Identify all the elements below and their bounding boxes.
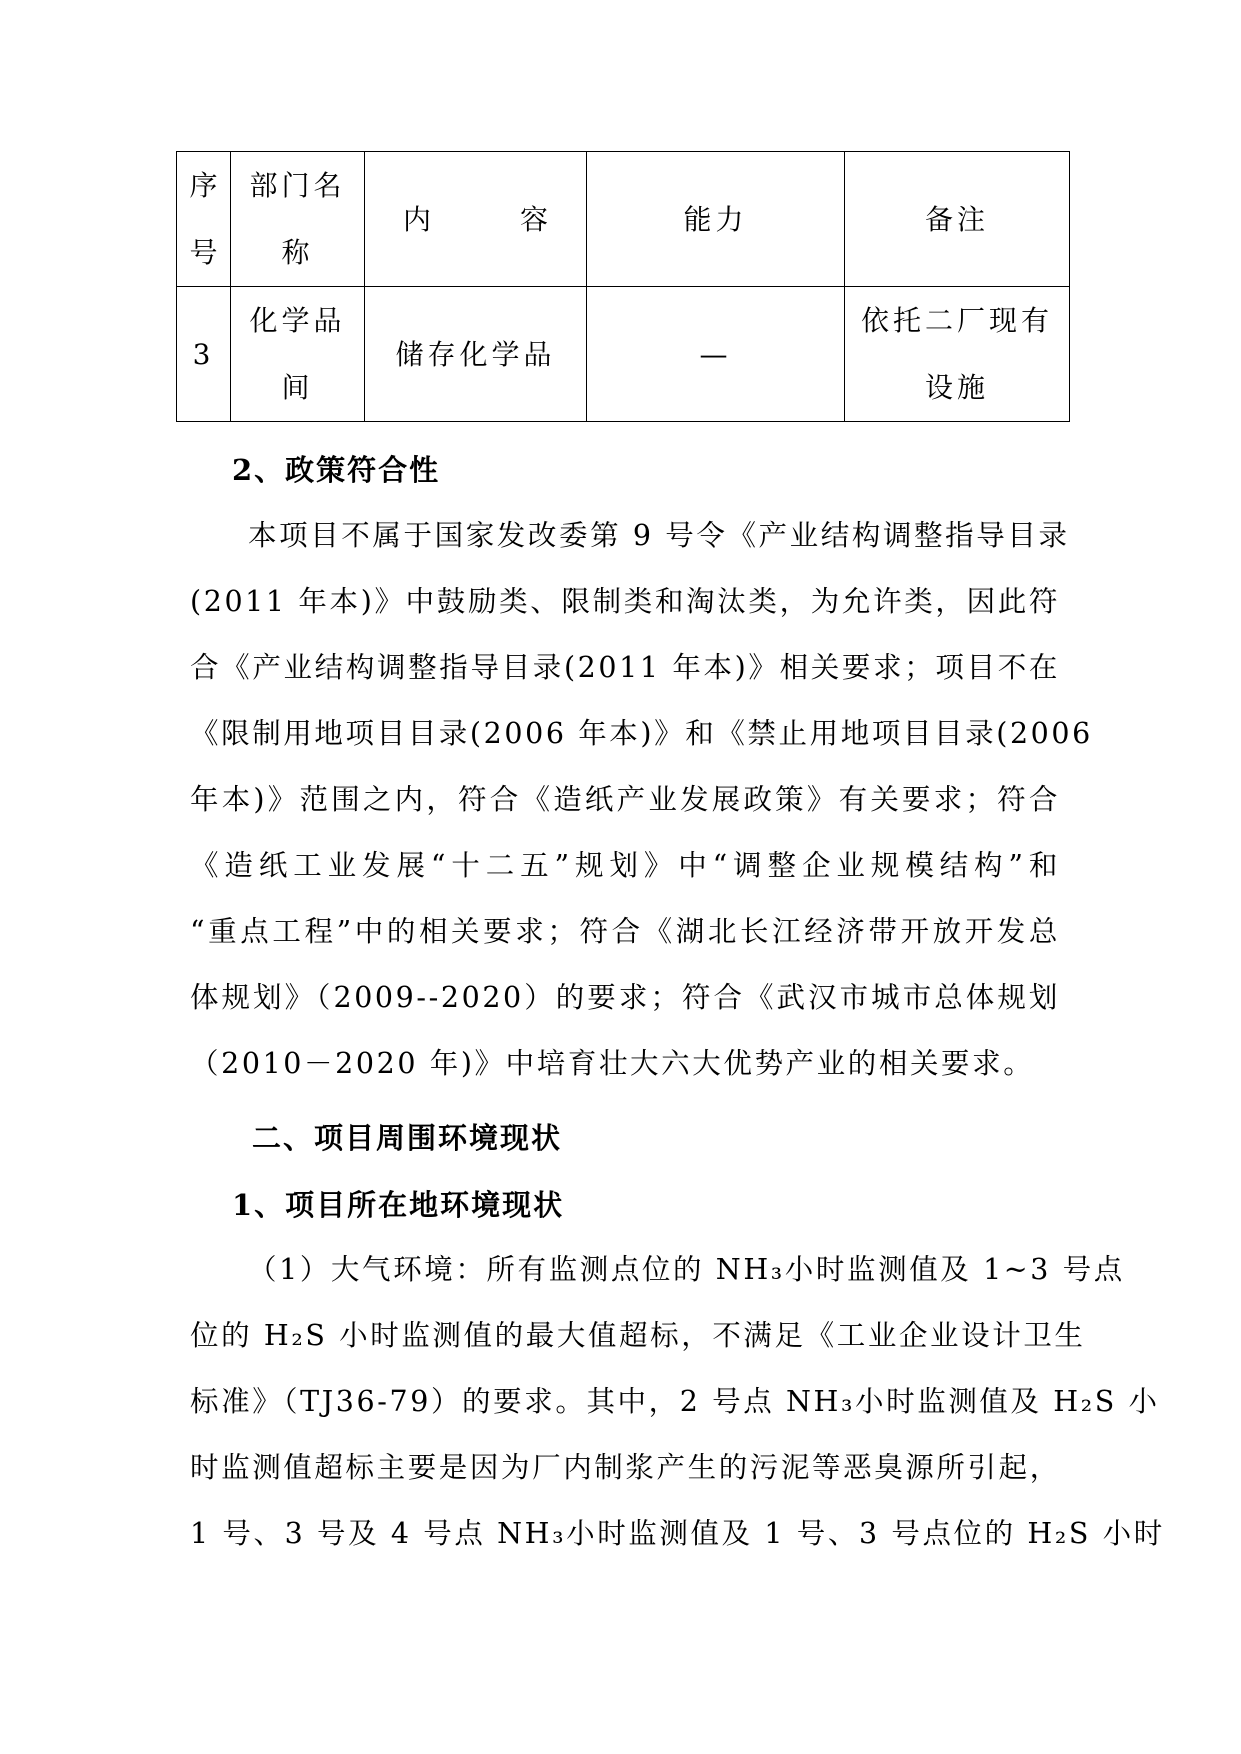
paragraph-line: 《限制用地项目目录(2006 年本)》和《禁止用地项目目录(2006 [190,717,1093,750]
paragraph-line: 时监测值超标主要是因为厂内制浆产生的污泥等恶臭源所引起， [190,1451,1061,1484]
paragraph-line: 《造纸工业发展“十二五”规划》中“调整企业规模结构”和 [190,849,1060,882]
paragraph-line: 标准》（TJ36-79）的要求。其中，2 号点 NH₃小时监测值及 H₂S 小 [190,1385,1160,1418]
cell-content: 储存化学品 [365,287,587,422]
paragraph-line: （1）大气环境：所有监测点位的 NH₃小时监测值及 1~3 号点 [248,1253,1125,1286]
cell-remark: 依托二厂现有 设施 [845,287,1070,422]
paragraph-line: “重点工程”中的相关要求；符合《湖北长江经济带开放开发总 [190,915,1060,948]
paragraph-line: 体规划》（2009--2020）的要求；符合《武汉市城市总体规划 [190,981,1060,1014]
paragraph-line: 本项目不属于国家发改委第 9 号令《产业结构调整指导目录 [248,519,1070,552]
paragraph-line: 年本)》范围之内，符合《造纸产业发展政策》有关要求；符合 [190,783,1060,816]
paragraph-line: 1 号、3 号及 4 号点 NH₃小时监测值及 1 号、3 号点位的 H₂S 小时 [190,1517,1165,1550]
header-dept: 部门名 称 [231,152,365,287]
paragraph-line: (2011 年本)》中鼓励类、限制类和淘汰类，为允许类，因此符 [190,585,1060,618]
paragraph-line: （2010－2020 年)》中培育壮大六大优势产业的相关要求。 [190,1047,1035,1080]
table-header-row [177,152,1070,287]
environment-paragraph [190,1237,1165,1567]
header-content: 内 容 [365,152,587,287]
cell-no: 3 [177,287,231,422]
policy-paragraph [190,503,1093,1097]
cell-capacity: — [587,287,845,422]
table-row [177,287,1070,422]
heading-policy-compliance: 2、政策符合性 [232,453,441,487]
header-no: 序 号 [177,152,231,287]
paragraph-line: 合《产业结构调整指导目录(2011 年本)》相关要求；项目不在 [190,651,1060,684]
department-table [176,151,1070,422]
heading-local-environment: 1、项目所在地环境现状 [232,1188,565,1222]
heading-surrounding-environment: 二、项目周围环境现状 [252,1121,563,1155]
paragraph-line: 位的 H₂S 小时监测值的最大值超标，不满足《工业企业设计卫生 [190,1319,1086,1352]
cell-dept: 化学品 间 [231,287,365,422]
header-remark: 备注 [845,152,1070,287]
header-capacity: 能力 [587,152,845,287]
